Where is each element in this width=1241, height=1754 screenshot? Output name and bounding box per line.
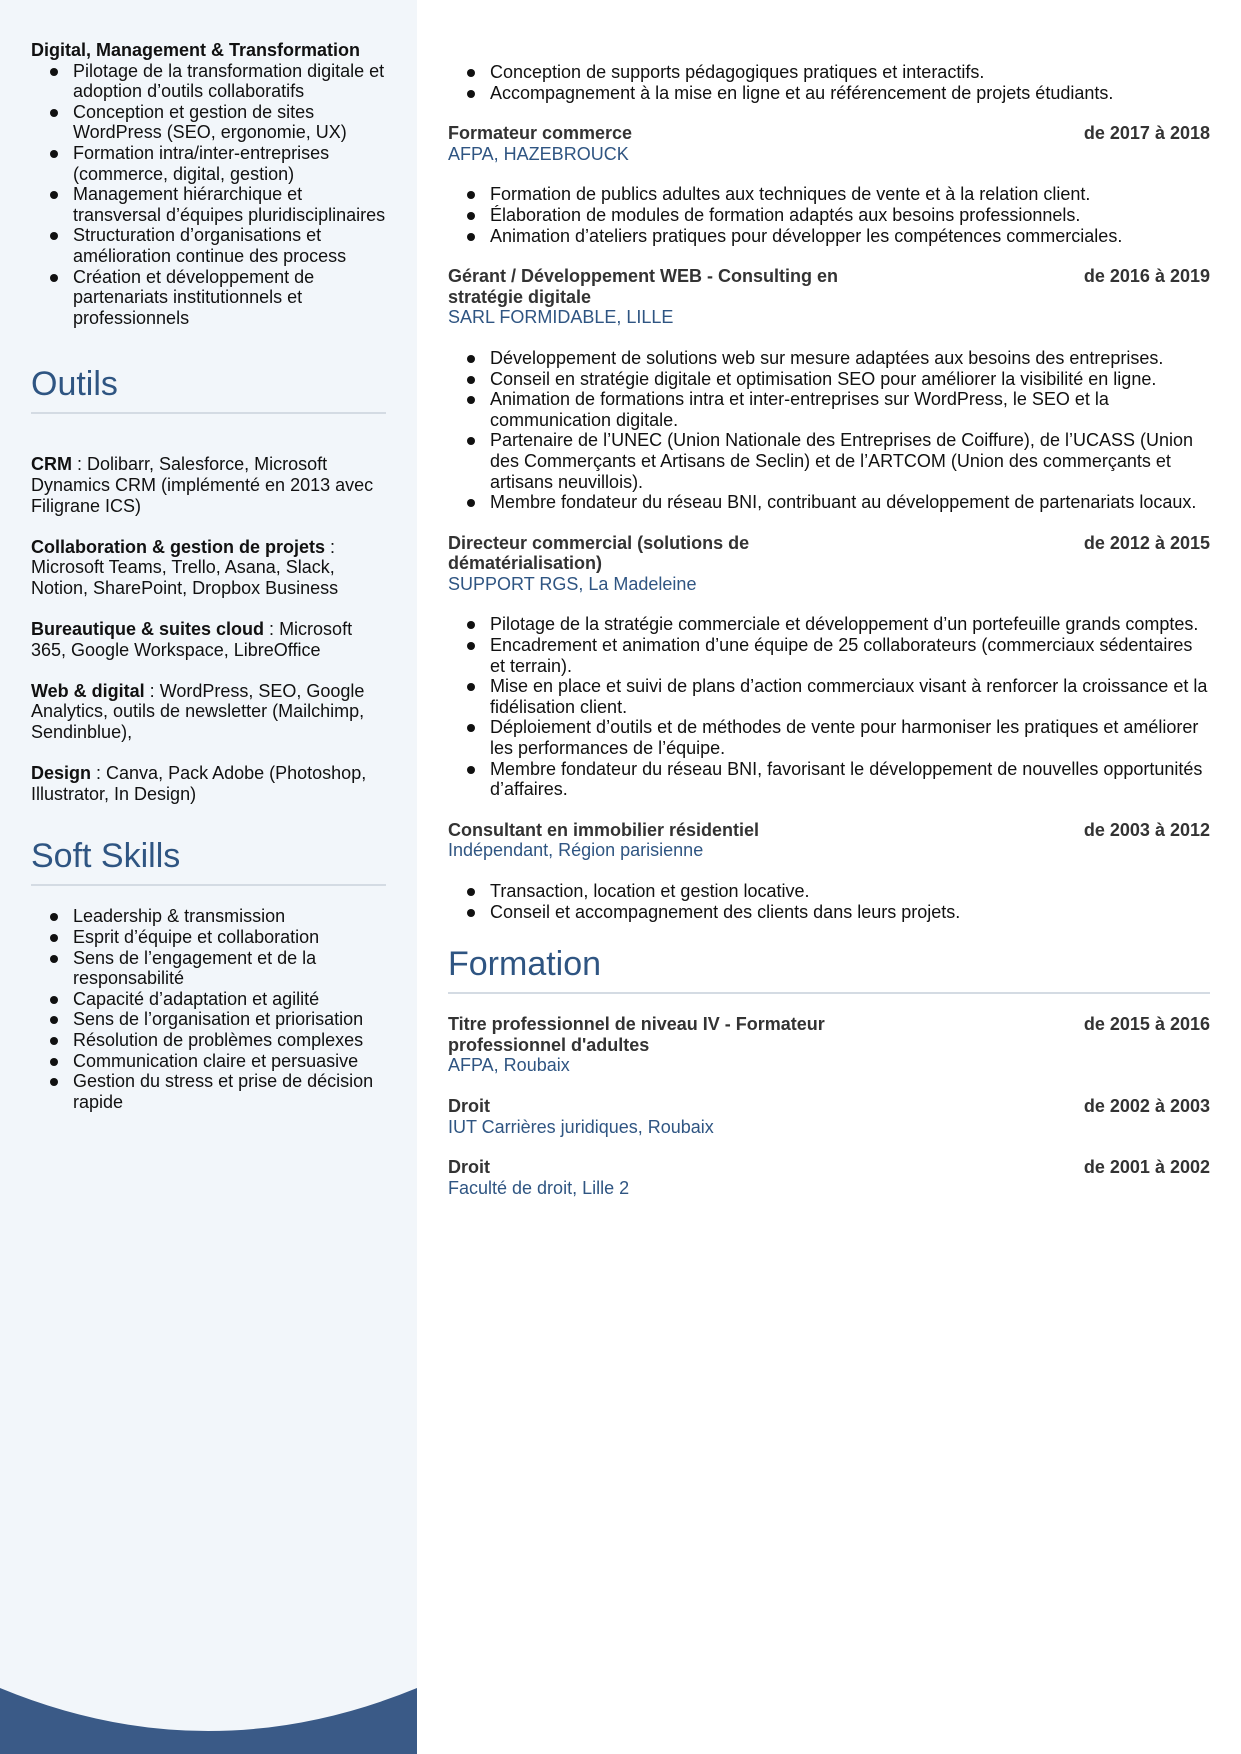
tool-separator: : [325,536,336,557]
soft-skills-section [31,836,386,1112]
list-item: Encadrement et animation d’une équipe de 25 collaborateurs (commerciaux sédentaires et terrain). [490,635,1210,676]
list-item: Résolution de problèmes complexes [73,1030,386,1051]
job-header [448,266,1210,307]
soft-skills-heading: Soft Skills [31,836,386,886]
tool-text: Canva, Pack Adobe (Photoshop, Illustrator, In Design) [31,763,367,804]
soft-skills-list [31,906,386,1112]
education-heading: Formation [448,944,1210,994]
job-organization: SARL FORMIDABLE, LILLE [448,307,674,328]
job-header [448,123,1210,144]
list-item: Pilotage de la transformation digitale et adoption d’outils collaboratifs [73,60,385,102]
list-item: Développement de solutions web sur mesure adaptées aux besoins des entreprises. [490,348,1210,369]
list-item: Conception et gestion de sites WordPress (SEO, ergonomie, UX) [73,102,386,143]
job-header [448,820,1210,841]
tool-label: Collaboration & gestion de projets [31,536,326,557]
tool-label: Bureautique & suites cloud [31,619,265,640]
education-title: Titre professionnel de niveau IV - Formateur professionnel d'adultes [448,1014,825,1055]
job-date: de 2016 à 2019 [1083,266,1210,287]
skills-digital-section [31,40,386,328]
education-date: de 2002 à 2003 [1083,1095,1210,1116]
education-school: AFPA, Roubaix [448,1055,570,1076]
job-title: Gérant / Développement WEB - Consulting en stratégie digitale [448,266,839,307]
job-organization: SUPPORT RGS, La Madeleine [448,573,697,594]
job-title: Directeur commercial (solutions de dématérialisation) [448,532,750,574]
list-item: Création et développement de partenariats institutionnels et professionnels [73,267,386,329]
list-item: Accompagnement à la mise en ligne et au référencement de projets étudiants. [490,83,1210,104]
tool-label: CRM [31,454,72,475]
tools-heading: Outils [31,364,386,414]
list-item: Animation d’ateliers pratiques pour développer les compétences commerciales. [490,226,1210,247]
education-date: de 2015 à 2016 [1083,1014,1210,1035]
list-item: Déploiement d’outils et de méthodes de vente pour harmoniser les pratiques et améliorer les performances de l’équipe. [490,717,1210,758]
list-item: Formation intra/inter-entreprises (commerce, digital, gestion) [73,143,386,184]
list-item: Membre fondateur du réseau BNI, favorisant le développement de nouvelles opportunités d’affaires. [490,759,1210,800]
list-item: Structuration d’organisations et amélioration continue des process [73,225,386,266]
job-entry [448,266,1210,513]
tool-text: Microsoft Teams, Trello, Asana, Slack, Notion, SharePoint, Dropbox Business [31,557,339,598]
education-title: Droit [448,1157,490,1178]
job-entry [448,820,1210,922]
tool-label: Design [31,763,92,784]
job-entry [448,123,1210,246]
education-school: IUT Carrières juridiques, Roubaix [448,1116,714,1137]
list-item: Communication claire et persuasive [73,1051,386,1072]
tool-item [31,619,386,660]
education-section [448,944,1210,1198]
list-item: Sens de l’engagement et de la responsabilité [73,948,386,989]
list-item: Esprit d’équipe et collaboration [73,927,386,948]
tool-separator: : [264,619,280,640]
list-item: Management hiérarchique et transversal d’équipes pluridisciplinaires [73,184,386,225]
list-item: Membre fondateur du réseau BNI, contribuant au développement de partenariats locaux. [490,492,1210,513]
education-title: Droit [448,1095,490,1116]
job-tasks [448,881,1210,922]
list-item: Pilotage de la stratégie commerciale et développement d’un portefeuille grands comptes. [490,614,1210,635]
tool-item [31,681,386,743]
sidebar [0,0,417,1754]
education-date: de 2001 à 2002 [1083,1157,1210,1178]
job-date: de 2003 à 2012 [1083,819,1210,840]
tools-section [31,364,386,804]
tool-separator: : [144,680,160,701]
list-item: Formation de publics adultes aux techniques de vente et à la relation client. [490,184,1210,205]
job-tasks [448,614,1210,799]
education-header [448,1014,1210,1055]
tool-label: Web & digital [31,680,145,701]
education-entry [448,1014,1210,1076]
tool-item [31,454,386,516]
job-title: Formateur commerce [448,123,633,144]
list-item: Élaboration de modules de formation adaptés aux besoins professionnels. [490,205,1210,226]
job-organization: Indépendant, Région parisienne [448,840,704,861]
job-entry [448,533,1210,800]
list-item: Animation de formations intra et inter-entreprises sur WordPress, le SEO et la communication digitale. [490,389,1210,430]
list-item: Conseil et accompagnement des clients dans leurs projets. [490,902,1210,923]
list-item: Gestion du stress et prise de décision rapide [73,1071,386,1112]
tool-text: Dolibarr, Salesforce, Microsoft Dynamics CRM (implémenté en 2013 avec Filigrane ICS) [31,454,374,516]
list-item: Capacité d’adaptation et agilité [73,989,386,1010]
tool-text: WordPress, SEO, Google Analytics, outils de newsletter (Mailchimp, Sendinblue), [31,680,365,743]
tool-separator: : [72,454,88,475]
sidebar-content [31,40,386,1112]
education-entry [448,1157,1210,1198]
list-item: Conseil en stratégie digitale et optimisation SEO pour améliorer la visibilité en ligne. [490,369,1210,390]
job-header [448,533,1210,574]
main-content [448,62,1210,1198]
skills-digital-list [31,61,386,329]
tool-item [31,537,386,599]
tool-separator: : [91,763,107,784]
tool-text: Microsoft 365, Google Workspace, LibreOffice [31,619,353,660]
education-header [448,1157,1210,1178]
tool-item [31,763,386,804]
education-school: Faculté de droit, Lille 2 [448,1177,630,1198]
education-entry [448,1096,1210,1137]
previous-job-continued-list [448,62,1210,103]
list-item: Conception de supports pédagogiques pratiques et interactifs. [490,62,1210,83]
skills-digital-title: Digital, Management & Transformation [31,40,361,60]
job-tasks [448,348,1210,513]
job-title: Consultant en immobilier résidentiel [448,819,760,840]
list-item: Sens de l’organisation et priorisation [73,1009,386,1030]
list-item: Mise en place et suivi de plans d’action commerciaux visant à renforcer la croissance et la fidélisation client. [490,676,1210,717]
list-item: Transaction, location et gestion locative. [490,881,1210,902]
job-date: de 2012 à 2015 [1083,532,1210,553]
education-header [448,1096,1210,1117]
job-tasks [448,184,1210,246]
job-date: de 2017 à 2018 [1083,123,1210,144]
sidebar-wave-decoration [0,1664,417,1754]
job-organization: AFPA, HAZEBROUCK [448,143,629,164]
list-item: Partenaire de l’UNEC (Union Nationale des Entreprises de Coiffure), de l’UCASS (Union des Commerçants et Artisans de Seclin) et de l’ARTCOM (Union des commerçants et artisans neuvillois). [490,430,1210,492]
list-item: Leadership & transmission [73,906,386,927]
